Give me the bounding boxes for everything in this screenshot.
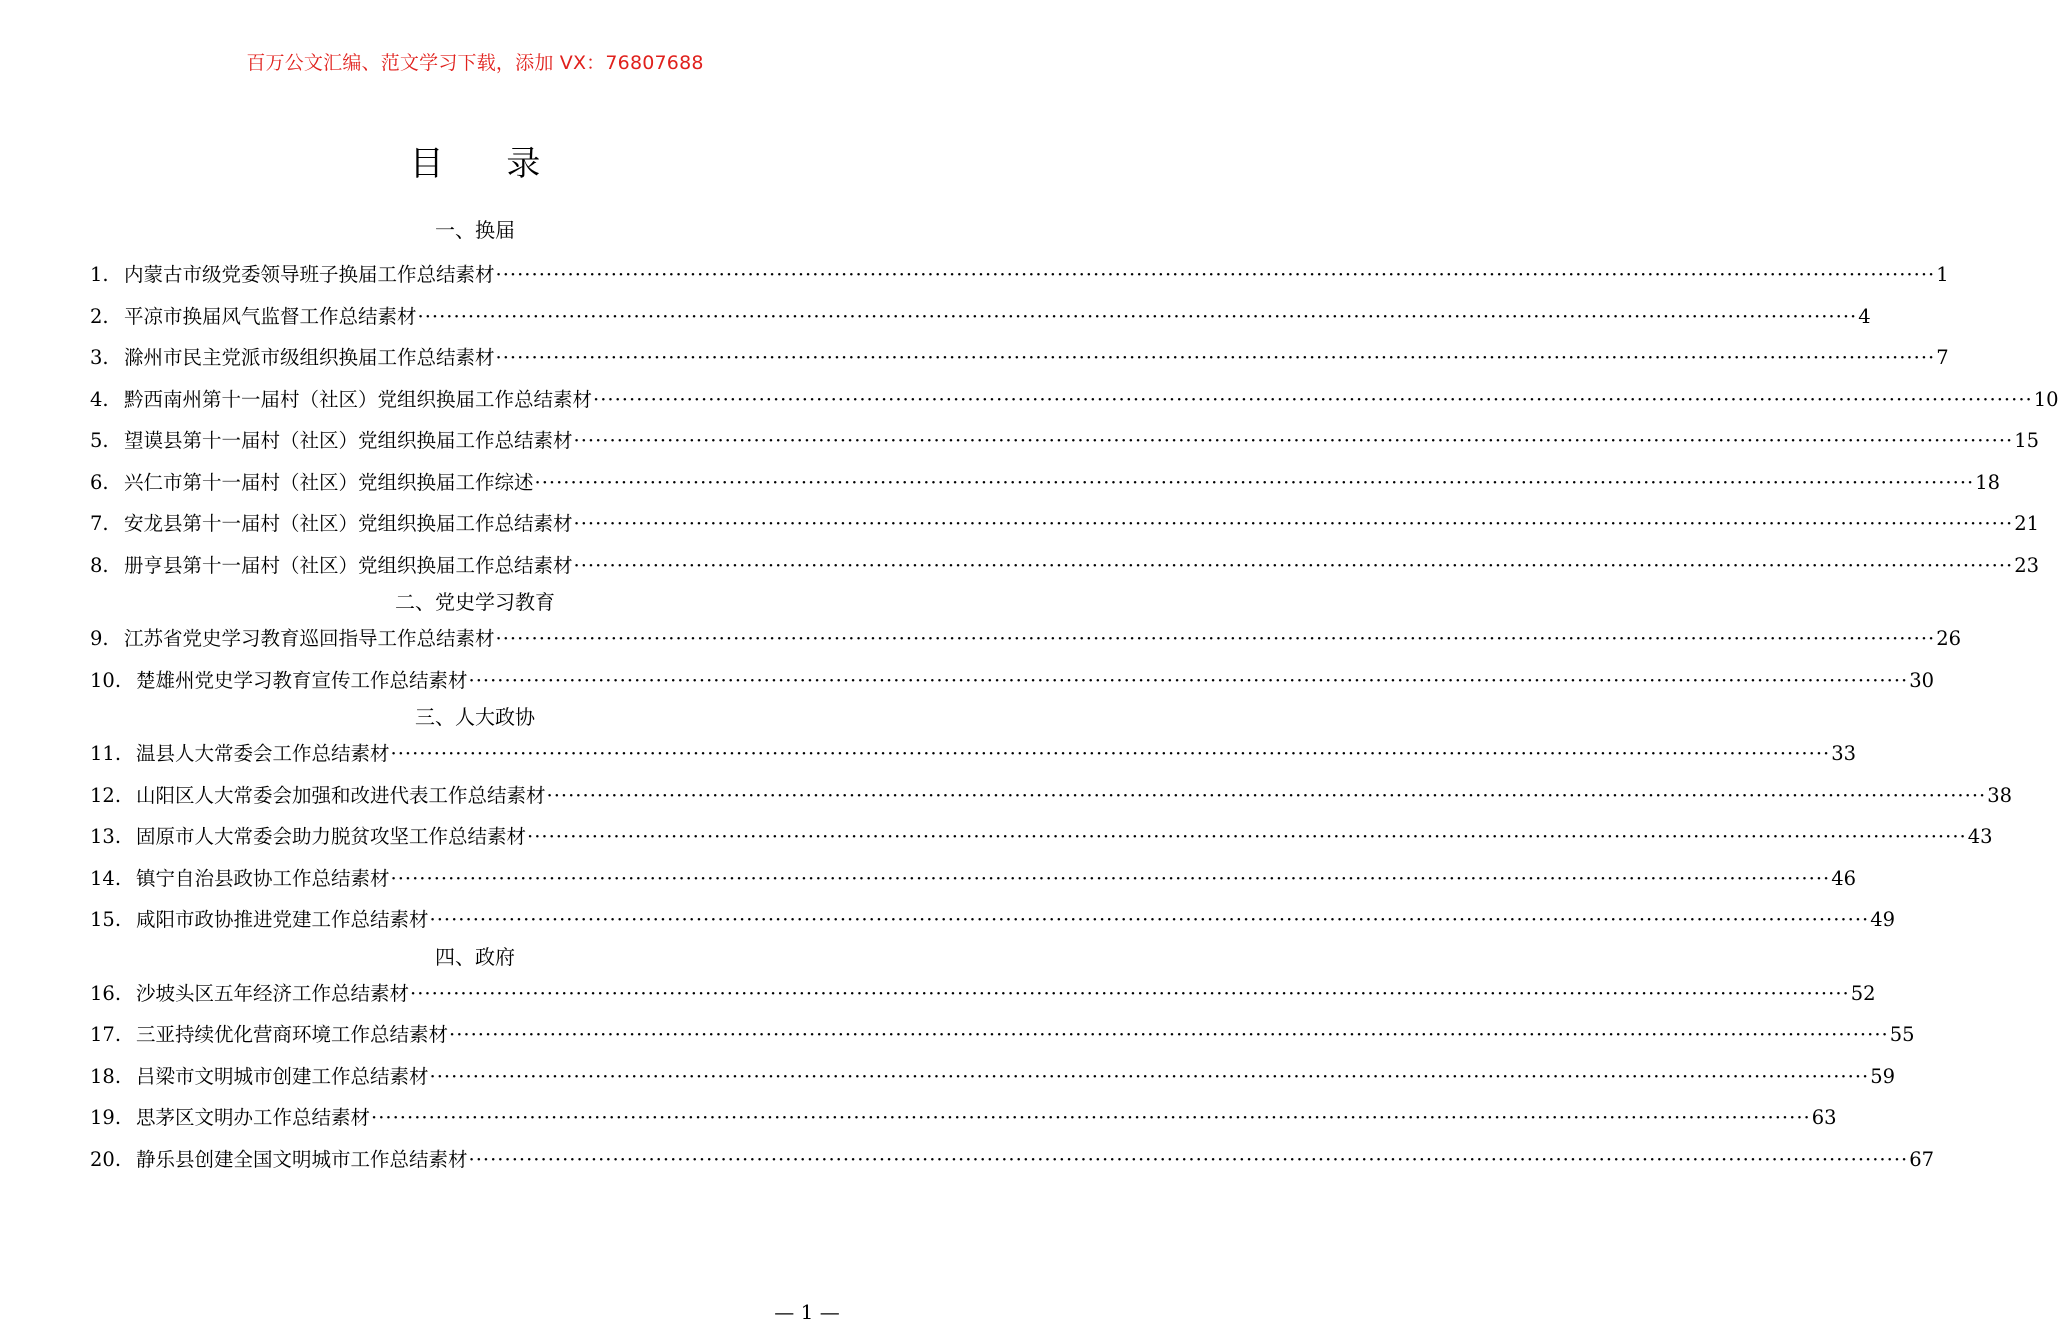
toc-dot-leader: ········································································································································································································ <box>527 825 1967 848</box>
toc-entry-number: 11. <box>90 742 122 765</box>
toc-dot-leader: ········································································································································································································ <box>410 981 1850 1005</box>
toc-dot-leader: ········································································································································································································ <box>449 1023 1889 1046</box>
toc-entry[interactable] <box>0 1014 1915 1056</box>
toc-entry-title: 咸阳市政协推进党建工作总结素材 <box>136 908 429 931</box>
toc-dot-leader: ········································································································································································································ <box>429 908 1870 931</box>
toc-entry-number: 19. <box>90 1106 122 1129</box>
toc-dot-leader: ········································································································································································································ <box>534 470 1975 494</box>
toc-entry-page: 59 <box>1870 1064 1896 1088</box>
toc-dot-leader: ········································································································································································································ <box>468 1147 1909 1171</box>
page-title: 目 录 <box>409 144 567 184</box>
toc-entry-page: 55 <box>1889 1023 1915 1046</box>
toc-entry-title: 滁州市民主党派市级组织换届工作总结素材 <box>124 346 495 369</box>
toc-entry[interactable] <box>0 1056 1896 1098</box>
toc-entry-number: 20. <box>90 1147 122 1171</box>
toc-entry[interactable] <box>0 899 1896 941</box>
toc-entry-title: 三亚持续优化营商环境工作总结素材 <box>136 1023 449 1046</box>
toc-dot-leader: ········································································································································································································ <box>495 263 1936 286</box>
toc-entry-title: 吕梁市文明城市创建工作总结素材 <box>136 1064 429 1088</box>
toc-entry[interactable] <box>0 420 2040 462</box>
toc-entry-title: 思茅区文明办工作总结素材 <box>136 1106 371 1129</box>
toc-entry-line <box>136 973 1876 1015</box>
toc-entry-number: 14. <box>90 866 122 890</box>
toc-dot-leader: ········································································································································································································ <box>371 1106 1811 1129</box>
toc-dot-leader: ········································································································································································································ <box>546 783 1987 807</box>
toc-entry-number: 9. <box>90 627 109 650</box>
toc-dot-leader: ········································································································································································································ <box>573 429 2014 452</box>
toc-entry-title: 固原市人大常委会助力脱贫攻坚工作总结素材 <box>136 825 527 848</box>
toc-entry-line <box>136 816 1993 858</box>
section-heading: 三、人大政协 <box>415 705 535 729</box>
table-of-contents <box>0 214 2059 1180</box>
toc-entry-page: 26 <box>1936 627 1962 650</box>
toc-entry-line <box>124 503 2040 545</box>
toc-entry-line <box>124 254 1949 296</box>
toc-entry[interactable] <box>0 733 1857 775</box>
toc-entry-line <box>124 379 2059 421</box>
toc-entry[interactable] <box>0 379 2059 421</box>
toc-entry-line <box>124 462 2001 504</box>
toc-entry-number: 15. <box>90 908 122 931</box>
toc-entry-title: 沙坡头区五年经济工作总结素材 <box>136 981 410 1005</box>
toc-dot-leader: ········································································································································································································ <box>495 346 1936 369</box>
toc-entry-line <box>124 420 2040 462</box>
toc-entry-page: 23 <box>2014 553 2040 577</box>
toc-entry-number: 8. <box>90 553 109 577</box>
toc-entry-number: 10. <box>90 668 122 692</box>
toc-entry[interactable] <box>0 503 2040 545</box>
toc-entry-line <box>136 733 1857 775</box>
toc-entry[interactable] <box>0 973 1876 1015</box>
toc-entry[interactable] <box>0 1139 1935 1181</box>
toc-dot-leader: ········································································································································································································ <box>468 668 1909 692</box>
toc-entry-line <box>124 618 1962 660</box>
toc-dot-leader: ········································································································································································································ <box>573 512 2014 535</box>
toc-entry-line <box>136 858 1857 900</box>
toc-entry-number: 1. <box>90 263 109 286</box>
toc-entry-number: 3. <box>90 346 109 369</box>
toc-entry-number: 6. <box>90 470 109 494</box>
toc-entry-line <box>124 545 2040 587</box>
section-heading: 四、政府 <box>435 944 515 969</box>
toc-dot-leader: ········································································································································································································ <box>390 866 1831 890</box>
toc-entry-number: 18. <box>90 1064 122 1088</box>
toc-entry-number: 2. <box>90 304 109 328</box>
toc-entry-number: 13. <box>90 825 122 848</box>
section-heading: 二、党史学习教育 <box>395 590 555 614</box>
toc-entry-number: 5. <box>90 429 109 452</box>
toc-entry-line <box>136 775 2013 817</box>
toc-entry-page: 63 <box>1811 1106 1837 1129</box>
toc-entry[interactable] <box>0 816 1993 858</box>
toc-entry-number: 12. <box>90 783 122 807</box>
toc-entry-page: 1 <box>1936 263 1949 286</box>
watermark-banner: 百万公文汇编、范文学习下载，添加 VX：76807688 <box>246 52 704 74</box>
toc-entry-page: 33 <box>1831 742 1857 765</box>
toc-dot-leader: ········································································································································································································ <box>390 742 1831 765</box>
toc-entry-page: 7 <box>1936 346 1949 369</box>
toc-entry-title: 江苏省党史学习教育巡回指导工作总结素材 <box>124 627 495 650</box>
toc-entry-line <box>136 1056 1896 1098</box>
toc-entry-line <box>124 296 1871 338</box>
toc-entry[interactable] <box>0 858 1857 900</box>
toc-entry-page: 46 <box>1831 866 1857 890</box>
toc-entry-page: 49 <box>1870 908 1896 931</box>
toc-entry[interactable] <box>0 545 2040 587</box>
toc-entry[interactable] <box>0 337 1949 379</box>
section-heading: 一、换届 <box>435 218 515 242</box>
toc-entry-line <box>136 1097 1837 1139</box>
toc-dot-leader: ········································································································································································································ <box>593 387 2033 411</box>
toc-entry-title: 安龙县第十一届村（社区）党组织换届工作总结素材 <box>124 512 573 535</box>
toc-entry-page: 52 <box>1850 981 1876 1005</box>
toc-entry-page: 10 <box>2033 387 2059 411</box>
toc-dot-leader: ········································································································································································································ <box>495 627 1936 650</box>
toc-entry-page: 43 <box>1967 825 1993 848</box>
toc-entry-title: 册亨县第十一届村（社区）党组织换届工作总结素材 <box>124 553 573 577</box>
toc-entry-page: 18 <box>1975 470 2001 494</box>
toc-entry-page: 21 <box>2014 512 2040 535</box>
toc-entry-title: 平凉市换届风气监督工作总结素材 <box>124 304 417 328</box>
toc-entry-line <box>136 899 1896 941</box>
toc-entry[interactable] <box>0 296 1871 338</box>
toc-entry-page: 67 <box>1909 1147 1935 1171</box>
toc-entry-page: 38 <box>1987 783 2013 807</box>
toc-entry[interactable] <box>0 254 1949 296</box>
toc-entry-title: 兴仁市第十一届村（社区）党组织换届工作综述 <box>124 470 534 494</box>
page-number: — 1 — <box>774 1300 840 1324</box>
toc-entry-title: 山阳区人大常委会加强和改进代表工作总结素材 <box>136 783 546 807</box>
toc-entry-line <box>124 337 1949 379</box>
toc-entry-number: 17. <box>90 1023 122 1046</box>
toc-entry[interactable] <box>0 462 2001 504</box>
toc-entry-title: 静乐县创建全国文明城市工作总结素材 <box>136 1147 468 1171</box>
toc-entry-title: 内蒙古市级党委领导班子换届工作总结素材 <box>124 263 495 286</box>
toc-entry-line <box>136 660 1935 702</box>
toc-entry[interactable] <box>0 660 1935 702</box>
toc-entry[interactable] <box>0 1097 1837 1139</box>
toc-entry-title: 镇宁自治县政协工作总结素材 <box>136 866 390 890</box>
toc-entry-number: 16. <box>90 981 122 1005</box>
toc-dot-leader: ········································································································································································································ <box>429 1064 1870 1088</box>
toc-entry-page: 4 <box>1858 304 1871 328</box>
toc-entry-title: 温县人大常委会工作总结素材 <box>136 742 390 765</box>
page-footer <box>0 1300 950 1330</box>
toc-entry-line <box>136 1014 1915 1056</box>
toc-entry-number: 4. <box>90 387 109 411</box>
toc-entry[interactable] <box>0 775 2013 817</box>
toc-entry-page: 30 <box>1909 668 1935 692</box>
toc-entry-title: 黔西南州第十一届村（社区）党组织换届工作总结素材 <box>124 387 593 411</box>
toc-entry-line <box>136 1139 1935 1181</box>
toc-dot-leader: ········································································································································································································ <box>417 304 1858 328</box>
toc-entry-title: 楚雄州党史学习教育宣传工作总结素材 <box>136 668 468 692</box>
toc-entry-page: 15 <box>2014 429 2040 452</box>
toc-entry-title: 望谟县第十一届村（社区）党组织换届工作总结素材 <box>124 429 573 452</box>
toc-dot-leader: ········································································································································································································ <box>573 553 2014 577</box>
toc-entry-number: 7. <box>90 512 109 535</box>
toc-entry[interactable] <box>0 618 1962 660</box>
